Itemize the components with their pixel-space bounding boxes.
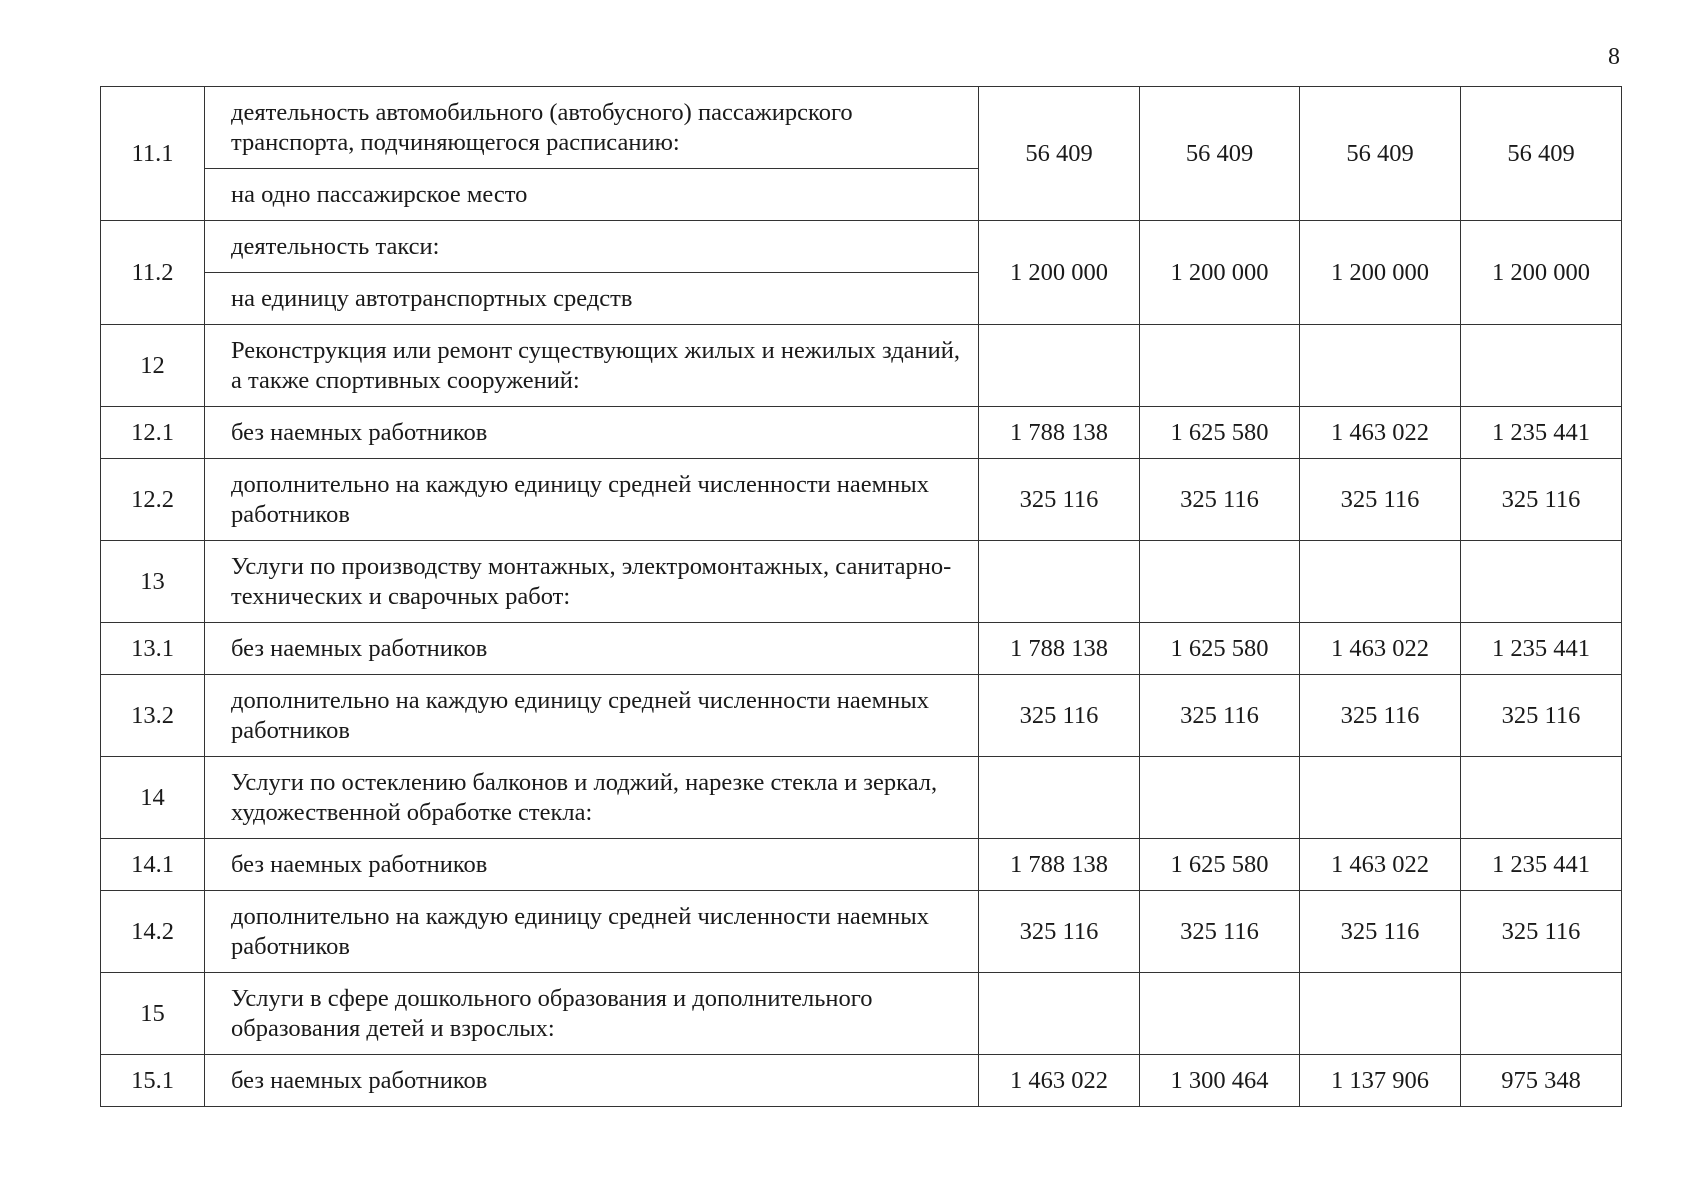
value-cell: 1 788 138 — [979, 839, 1140, 891]
value-cell: 1 200 000 — [1461, 221, 1622, 325]
value-cell: 1 300 464 — [1140, 1055, 1300, 1107]
value-cell — [1300, 757, 1461, 839]
value-cell: 1 235 441 — [1461, 839, 1622, 891]
value-cell: 325 116 — [1300, 459, 1461, 541]
value-cell — [979, 541, 1140, 623]
value-cell: 1 625 580 — [1140, 407, 1300, 459]
value-cell: 325 116 — [1461, 459, 1622, 541]
row-description: дополнительно на каждую единицу средней численности наемных работников — [205, 675, 979, 757]
value-cell: 1 463 022 — [1300, 407, 1461, 459]
value-cell: 1 200 000 — [1140, 221, 1300, 325]
table-row — [101, 459, 1622, 541]
table-row — [101, 407, 1622, 459]
row-description: дополнительно на каждую единицу средней численности наемных работников — [205, 459, 979, 541]
table-row — [101, 675, 1622, 757]
row-number: 11.1 — [101, 87, 205, 221]
table-row — [101, 839, 1622, 891]
value-cell — [979, 757, 1140, 839]
value-cell: 325 116 — [979, 891, 1140, 973]
row-number: 12.1 — [101, 407, 205, 459]
row-description: без наемных работников — [205, 407, 979, 459]
value-cell: 1 625 580 — [1140, 839, 1300, 891]
table-row — [101, 1055, 1622, 1107]
value-cell: 1 625 580 — [1140, 623, 1300, 675]
table-row — [101, 541, 1622, 623]
row-number: 15.1 — [101, 1055, 205, 1107]
row-description: без наемных работников — [205, 623, 979, 675]
table-row — [101, 757, 1622, 839]
value-cell — [1300, 325, 1461, 407]
value-cell: 325 116 — [1140, 891, 1300, 973]
row-description: без наемных работников — [205, 1055, 979, 1107]
value-cell — [1461, 541, 1622, 623]
value-cell: 1 137 906 — [1300, 1055, 1461, 1107]
value-cell — [1300, 973, 1461, 1055]
value-cell: 1 463 022 — [979, 1055, 1140, 1107]
row-number: 15 — [101, 973, 205, 1055]
row-description: Услуги по остеклению балконов и лоджий, нарезке стекла и зеркал, художественной обработке стекла: — [205, 757, 979, 839]
value-cell: 56 409 — [1300, 87, 1461, 221]
row-number: 14.2 — [101, 891, 205, 973]
table-row — [101, 325, 1622, 407]
value-cell: 325 116 — [1140, 459, 1300, 541]
value-cell: 1 788 138 — [979, 623, 1140, 675]
table-row — [101, 623, 1622, 675]
value-cell — [1140, 973, 1300, 1055]
row-number: 12.2 — [101, 459, 205, 541]
value-cell: 325 116 — [1461, 675, 1622, 757]
value-cell — [1461, 757, 1622, 839]
table-row — [101, 221, 1622, 273]
row-description: Реконструкция или ремонт существующих жилых и нежилых зданий, а также спортивных сооружений: — [205, 325, 979, 407]
row-number: 11.2 — [101, 221, 205, 325]
value-cell: 56 409 — [1461, 87, 1622, 221]
value-cell — [979, 325, 1140, 407]
table-row — [101, 891, 1622, 973]
table-row — [101, 87, 1622, 169]
row-description: Услуги по производству монтажных, электромонтажных, санитарно-технических и сварочных работ: — [205, 541, 979, 623]
value-cell: 325 116 — [1140, 675, 1300, 757]
value-cell — [1140, 541, 1300, 623]
value-cell — [1461, 973, 1622, 1055]
table-row — [101, 973, 1622, 1055]
row-description: Услуги в сфере дошкольного образования и дополнительного образования детей и взрослых: — [205, 973, 979, 1055]
row-description: без наемных работников — [205, 839, 979, 891]
value-cell: 1 200 000 — [979, 221, 1140, 325]
row-subdescription: на одно пассажирское место — [205, 169, 979, 221]
row-number: 12 — [101, 325, 205, 407]
value-cell: 56 409 — [1140, 87, 1300, 221]
row-number: 14.1 — [101, 839, 205, 891]
value-cell: 975 348 — [1461, 1055, 1622, 1107]
row-subdescription: на единицу автотранспортных средств — [205, 273, 979, 325]
value-cell: 1 200 000 — [1300, 221, 1461, 325]
row-description: деятельность такси: — [205, 221, 979, 273]
tariff-table — [100, 86, 1622, 1107]
row-number: 13.2 — [101, 675, 205, 757]
value-cell: 325 116 — [1300, 891, 1461, 973]
value-cell: 1 788 138 — [979, 407, 1140, 459]
value-cell: 1 463 022 — [1300, 839, 1461, 891]
row-number: 13 — [101, 541, 205, 623]
value-cell: 325 116 — [979, 459, 1140, 541]
value-cell — [1461, 325, 1622, 407]
value-cell: 1 235 441 — [1461, 623, 1622, 675]
value-cell: 1 235 441 — [1461, 407, 1622, 459]
value-cell: 56 409 — [979, 87, 1140, 221]
row-description: деятельность автомобильного (автобусного) пассажирского транспорта, подчиняющегося расписанию: — [205, 87, 979, 169]
row-number: 14 — [101, 757, 205, 839]
row-description: дополнительно на каждую единицу средней численности наемных работников — [205, 891, 979, 973]
value-cell: 325 116 — [979, 675, 1140, 757]
value-cell — [1300, 541, 1461, 623]
value-cell — [1140, 325, 1300, 407]
row-number: 13.1 — [101, 623, 205, 675]
page-number: 8 — [1608, 44, 1620, 70]
value-cell: 325 116 — [1461, 891, 1622, 973]
value-cell: 1 463 022 — [1300, 623, 1461, 675]
value-cell — [1140, 757, 1300, 839]
value-cell: 325 116 — [1300, 675, 1461, 757]
value-cell — [979, 973, 1140, 1055]
